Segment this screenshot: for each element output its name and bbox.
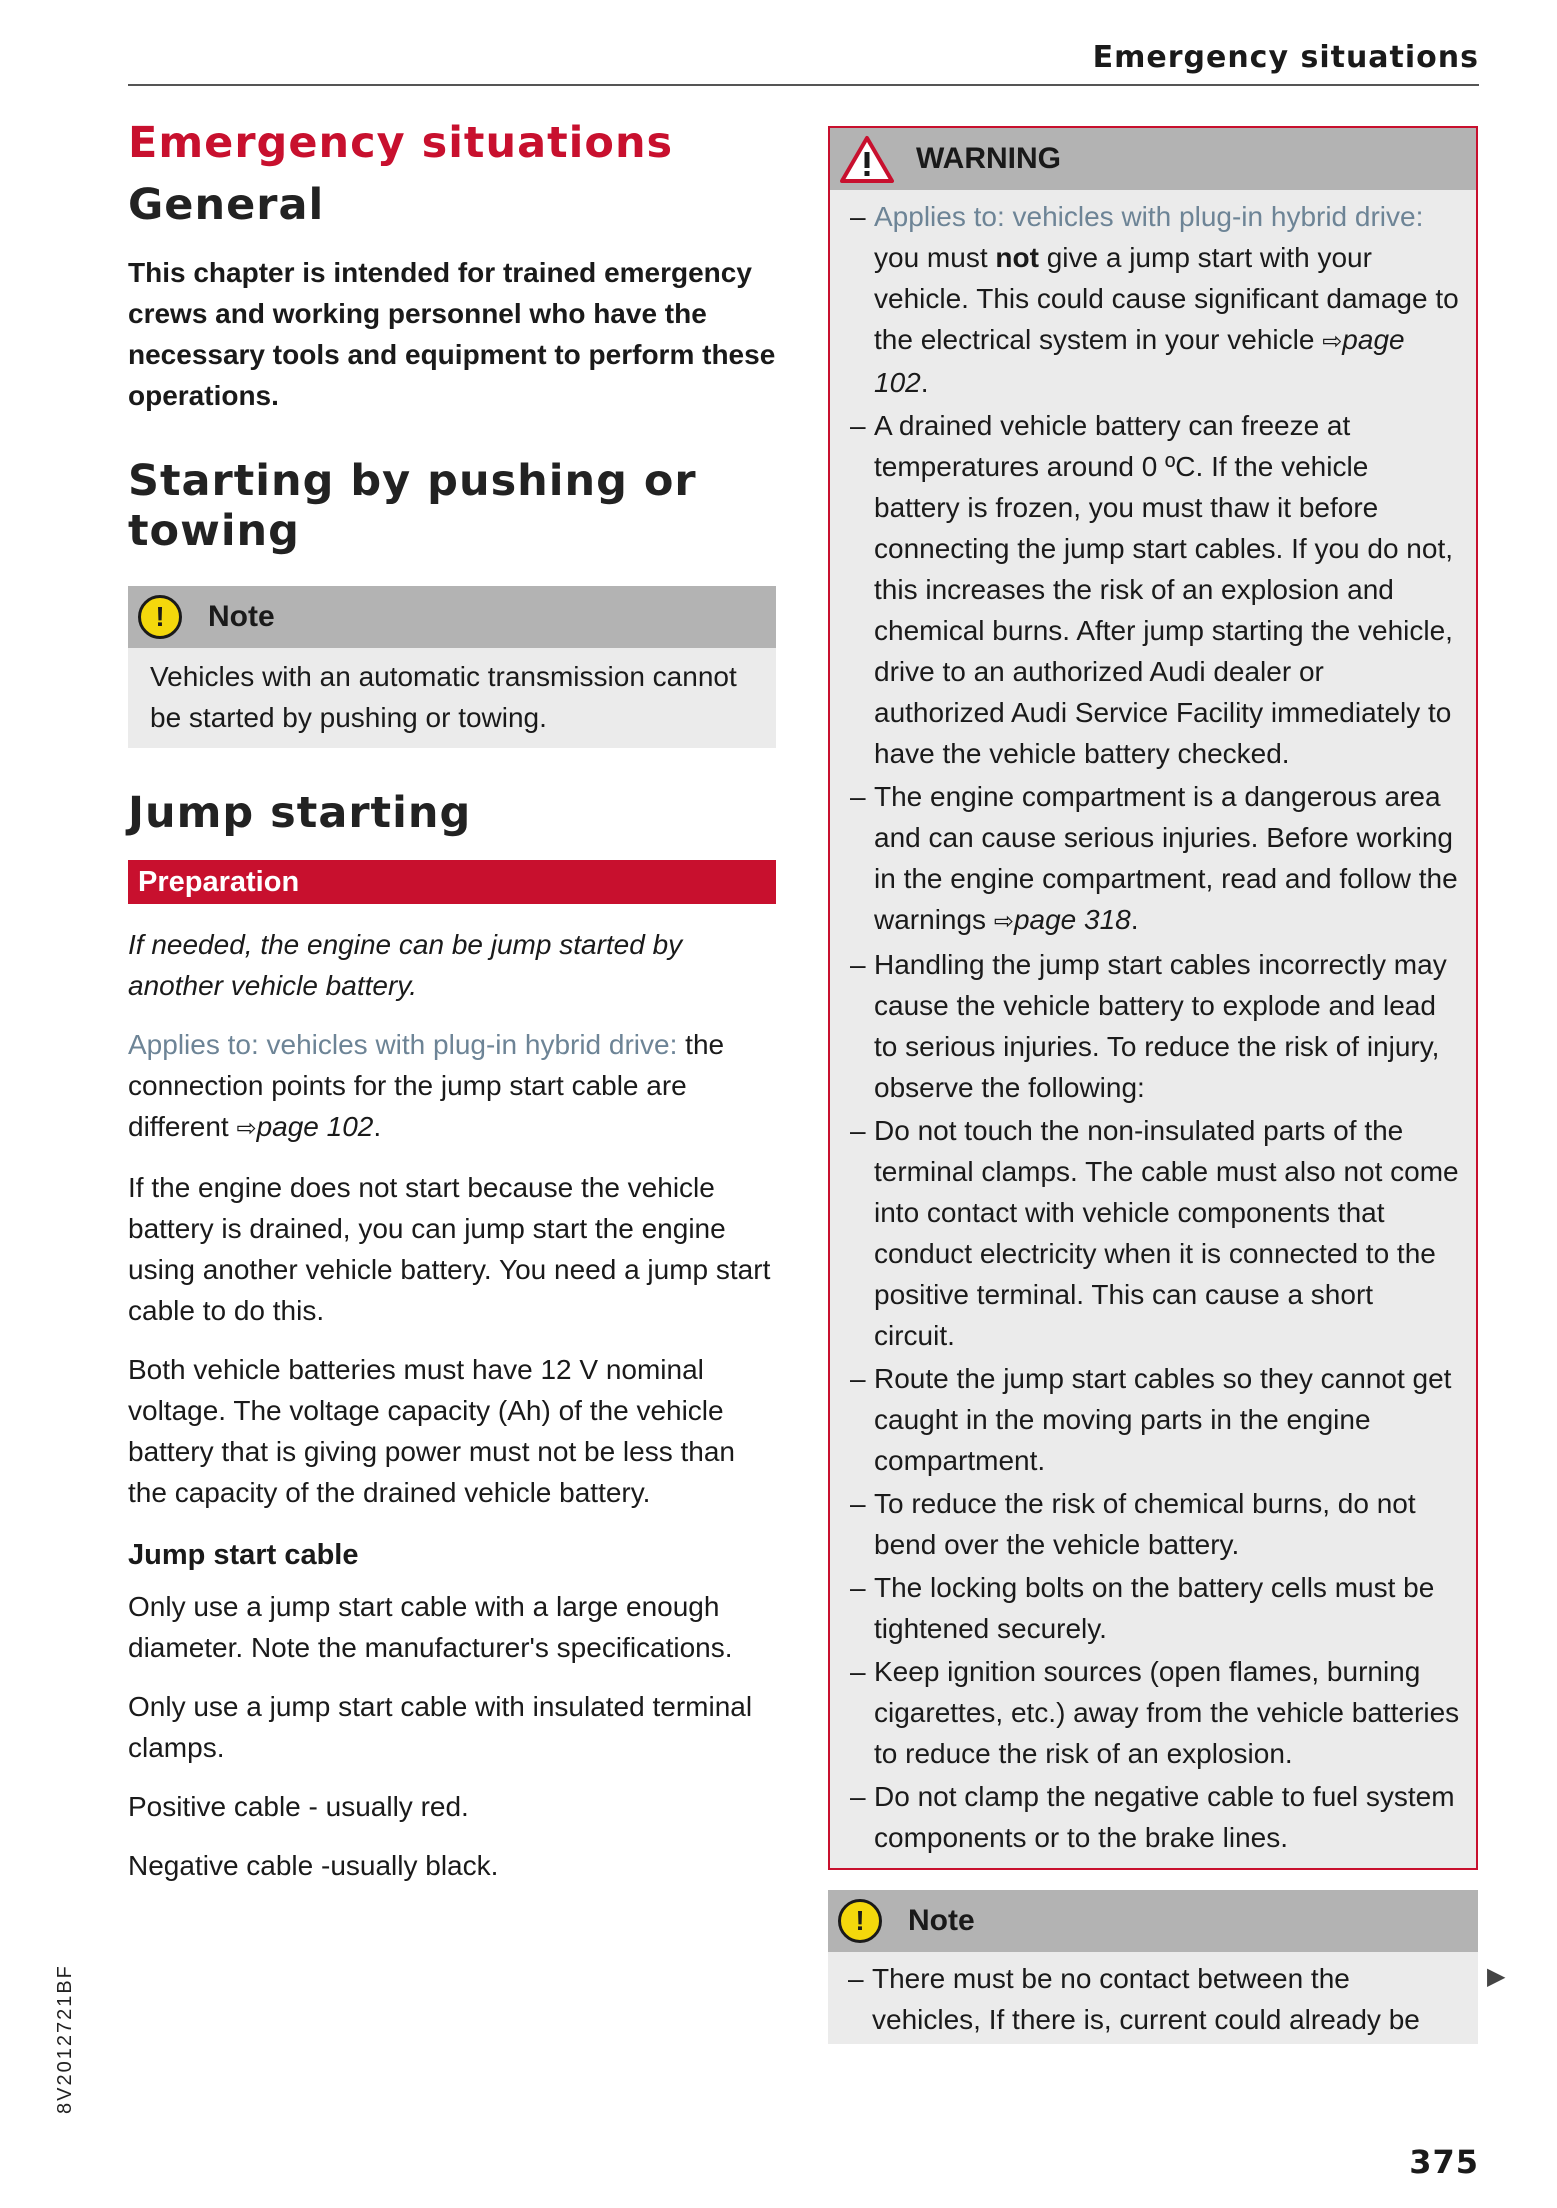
applies-text: the connection points for the jump start cable are different [128, 1029, 725, 1142]
drained-paragraph: If the engine does not start because the vehicle battery is drained, you can jump start the engine using another vehicle battery. You need a jump start cable to do this. [128, 1172, 771, 1326]
right-column [828, 126, 1478, 2044]
left-column [128, 118, 776, 1904]
warning-item1-text-b: give a jump start with your vehicle. This could cause significant damage to the electrical system in your vehicle [874, 242, 1459, 355]
warning-applies-label: Applies to: vehicles with plug-in hybrid drive: [874, 201, 1424, 232]
warning-item: – Do not touch the non-insulated parts of the terminal clamps. The cable must also not come into contact with vehicle components that conduct electricity when it is connected to the positive terminal. This can cause a short circuit. [850, 1110, 1460, 1356]
diameter-paragraph: Only use a jump start cable with a large enough diameter. Note the manufacturer's specifications. [128, 1591, 733, 1663]
document-code: 8V2012721BF [54, 1964, 76, 2114]
running-header: Emergency situations [1092, 40, 1479, 75]
section-heading-pushing: Starting by pushing or towing [128, 456, 697, 556]
header-rule [128, 84, 1479, 86]
exclamation-icon: ! [138, 595, 182, 639]
note-header [128, 586, 776, 648]
warning-item3-text: The engine compartment is a dangerous area and can cause serious injuries. Before working in the engine compartment, read and follow the warnings [874, 781, 1458, 935]
page-link-102-warning[interactable]: page 102 [874, 324, 1405, 398]
warning-item: – Keep ignition sources (open flames, burning cigarettes, etc.) away from the vehicle batteries to reduce the risk of an explosion. [850, 1651, 1460, 1774]
warning-item1-text: you must [874, 242, 988, 273]
note-text: Vehicles with an automatic transmission cannot be started by pushing or towing. [150, 661, 737, 733]
warning-item: – The locking bolts on the battery cells must be tightened securely. [850, 1567, 1460, 1649]
warning-item: – Applies to: vehicles with plug-in hybrid drive: you must not give a jump start with your vehicle. This could cause significant damage to the electrical system in your vehicle ⇨page 102. [850, 196, 1460, 403]
warning-list [830, 190, 1476, 1868]
warning-triangle-icon [840, 135, 894, 183]
applies-paragraph: Applies to: vehicles with plug-in hybrid drive: the connection points for the jump start cable are different ⇨page 102. [128, 1029, 725, 1142]
warning-item: – The engine compartment is a dangerous area and can cause serious injuries. Before working in the engine compartment, read and follow the warnings ⇨page 318. [850, 776, 1460, 942]
warning-item1-bold: not [995, 242, 1039, 273]
positive-paragraph: Positive cable - usually red. [128, 1791, 469, 1822]
chapter-title: Emergency situations [128, 118, 674, 168]
arrow-right-icon: ⇨ [993, 908, 1014, 935]
page-link-102[interactable]: page 102 [256, 1111, 374, 1142]
preparation-intro: If needed, the engine can be jump started by another vehicle battery. [128, 929, 683, 1001]
negative-paragraph: Negative cable -usually black. [128, 1850, 499, 1881]
section-heading-jump: Jump starting [128, 788, 472, 838]
warning-header [830, 128, 1476, 190]
section-heading-general: General [128, 180, 325, 230]
arrow-right-icon: ⇨ [236, 1115, 257, 1142]
insulated-paragraph: Only use a jump start cable with insulated terminal clamps. [128, 1691, 753, 1763]
warning-item: – A drained vehicle battery can freeze at temperatures around 0 ºC. If the vehicle battery is frozen, you must thaw it before connecting the jump start cables. If you do not, this increases the risk of an explosion and chemical burns. After jump starting the vehicle, drive to an authorized Audi dealer or authorized Audi Service Facility immediately to have the vehicle battery checked. [850, 405, 1460, 774]
page-number: 375 [1409, 2143, 1479, 2181]
note2-header [828, 1890, 1478, 1952]
exclamation-icon: ! [838, 1899, 882, 1943]
cable-heading: Jump start cable [128, 1539, 359, 1571]
warning-label: WARNING [916, 142, 1061, 175]
continue-arrow-icon[interactable]: ▶ [1487, 1963, 1506, 1990]
page-link-318[interactable]: page 318 [1013, 904, 1131, 935]
note2-list [828, 1952, 1478, 2044]
intro-paragraph: This chapter is intended for trained emergency crews and working personnel who have the necessary tools and equipment to perform these operations. [128, 257, 776, 411]
warning-item: – Route the jump start cables so they cannot get caught in the moving parts in the engine compartment. [850, 1358, 1460, 1481]
arrow-right-icon: ⇨ [1322, 328, 1343, 355]
preparation-bar: Preparation [128, 860, 776, 904]
warning-box [828, 126, 1478, 1870]
note-box [128, 586, 776, 748]
note2-item: – There must be no contact between the vehicles, If there is, current could already be [848, 1958, 1462, 2040]
warning-item: – Handling the jump start cables incorrectly may cause the vehicle battery to explode and lead to serious injuries. To reduce the risk of injury, observe the following: [850, 944, 1460, 1108]
voltage-paragraph: Both vehicle batteries must have 12 V nominal voltage. The voltage capacity (Ah) of the vehicle battery that is giving power must not be less than the capacity of the drained vehicle battery. [128, 1354, 735, 1508]
note-box-2 [828, 1890, 1478, 2044]
note2-label: Note [908, 1904, 975, 1937]
warning-item: – Do not clamp the negative cable to fuel system components or to the brake lines. [850, 1776, 1460, 1858]
note-label: Note [208, 600, 275, 633]
warning-item: – To reduce the risk of chemical burns, do not bend over the vehicle battery. [850, 1483, 1460, 1565]
applies-label: Applies to: vehicles with plug-in hybrid drive: [128, 1029, 678, 1060]
